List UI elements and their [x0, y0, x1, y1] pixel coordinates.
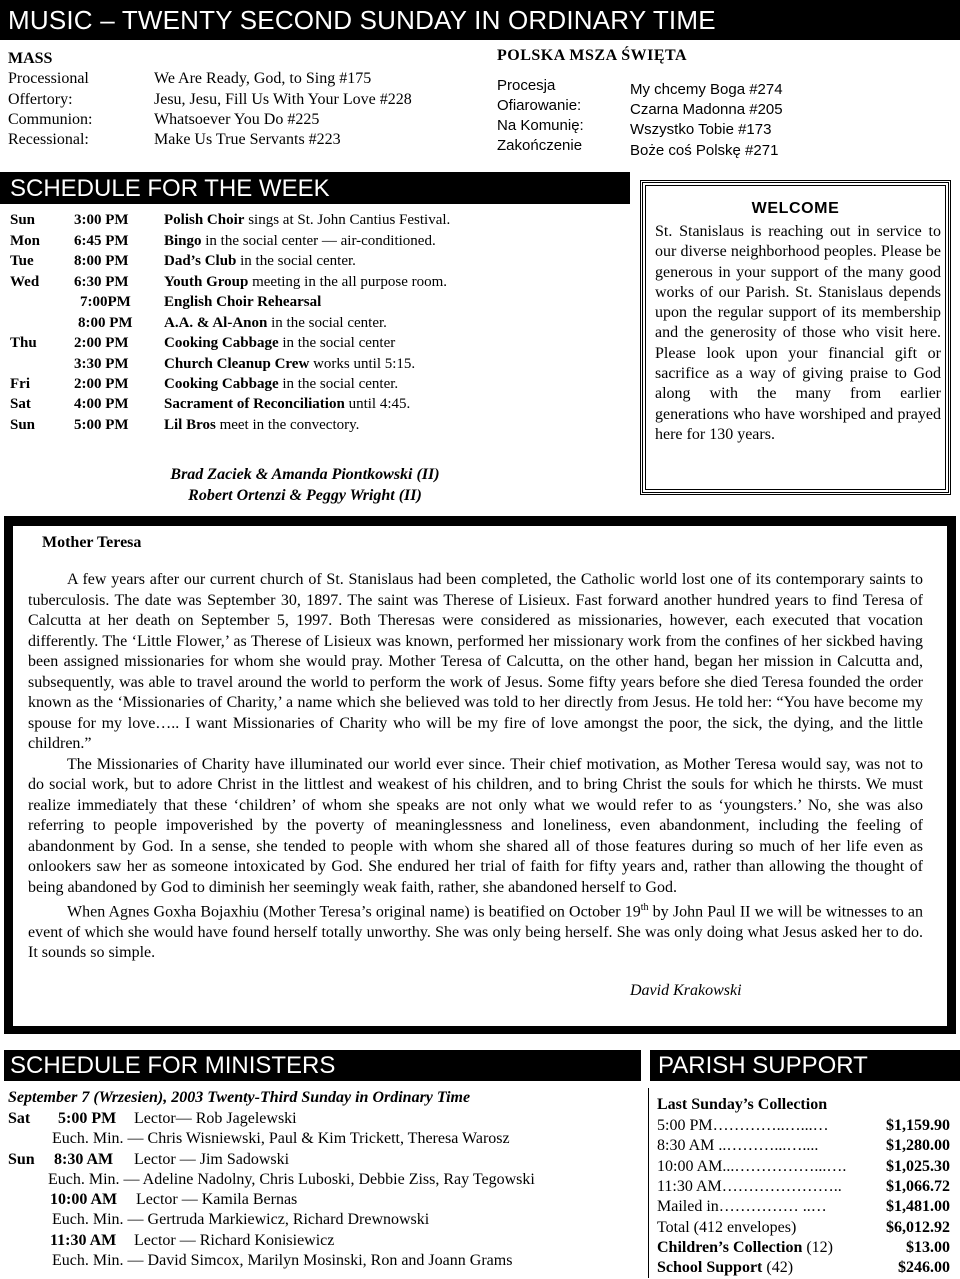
- schedule-day: Fri: [10, 376, 30, 392]
- mass-row: [8, 131, 341, 149]
- minister-assignment: Euch. Min. — David Simcox, Marilyn Mosinski, Ron and Joann Grams: [52, 1252, 513, 1269]
- schedule-time: 5:00 PM: [74, 417, 129, 433]
- collection-row: [657, 1178, 950, 1198]
- schedule-event-name: Cooking Cabbage: [164, 376, 279, 392]
- article-text: by John Paul II we will be witnesses to an event of which she would have found herself totally unworthy. She was only being herself. She was only doing what Jesus asked her to do. It sounds so simple.: [28, 903, 924, 962]
- article-paragraph: The Missionaries of Charity have illuminated our world ever since. Their chief motivation, as Mother Teresa would say, was not to do social work, but to adore Christ in the littlest and weakest of his children, and to bring Christ the souls for which he thirsts. We must realize immediately that these ‘children’ of whom she speaks are not only what we would refer to as ‘youngsters.’ No, she was also referring to people impoverished by the poverty of meaninglessness and loneliness, even abandonment, including the feeling of abandonment by God. In a sense, she tended to people with whom she shared all of those features during so much of her life even as onlookers saw her as someone intoxicated by God. She endured her trial of faith for fifty years and, rather than allowing the thought of being abandoned by God to diminish her seemingly weak faith, rather, she abandoned herself to God.: [28, 755, 923, 896]
- ordinal-suffix: th: [640, 902, 649, 913]
- mass-row-label: Processional: [8, 70, 89, 87]
- collection-row: [657, 1219, 950, 1239]
- mass-row: [8, 111, 319, 129]
- collection-amount: $1,025.30: [886, 1158, 950, 1175]
- schedule-event-detail: meeting in the all purpose room.: [248, 274, 448, 290]
- schedule-time: 6:45 PM: [74, 233, 129, 249]
- minister-time: 5:00 PM: [58, 1110, 117, 1127]
- collection-heading: Last Sunday’s Collection: [657, 1096, 828, 1113]
- article-paragraph: [28, 898, 923, 964]
- minister-time: 8:30 AM: [54, 1151, 114, 1168]
- schedule-time: 6:30 PM: [74, 274, 129, 290]
- mass-row-label: Recessional:: [8, 131, 89, 148]
- mass-row-value: We Are Ready, God, to Sing #175: [154, 70, 372, 87]
- schedule-time: 7:00PM: [80, 294, 131, 310]
- schedule-event-detail: sings at St. John Cantius Festival.: [244, 212, 451, 228]
- collection-label: Total (412 envelopes): [657, 1219, 797, 1236]
- welcome-text: St. Stanislaus is reaching out in service to our diverse neighborhood peoples. Please be generous in your support of the many good works of our Parish. St. Stanislaus depends upon the regular support of its membership and the generosity of those who visit here. Please look upon your financial gift or sacrifice as a way of giving praise to God along with the many from earlier generations who have worshiped and prayed here for 130 years.: [655, 223, 941, 443]
- mass-row-value: Jesu, Jesu, Fill Us With Your Love #228: [154, 91, 412, 108]
- schedule-time: 4:00 PM: [74, 396, 129, 412]
- schedule-time: 8:00 PM: [74, 253, 129, 269]
- ministers-banner-title: SCHEDULE FOR MINISTERS: [10, 1052, 336, 1079]
- polish-value: My chcemy Boga #274: [630, 81, 783, 98]
- schedule-event-detail: until 4:45.: [344, 396, 411, 412]
- collection-amount: $6,012.92: [886, 1219, 950, 1236]
- schedule-event-name: Bingo: [164, 233, 202, 249]
- collection-amount: $1,159.90: [886, 1117, 950, 1134]
- collection-label: 11:30 AM…………………..: [657, 1178, 842, 1195]
- schedule-event-name: Youth Group: [164, 274, 249, 290]
- collection-label: Children’s Collection: [657, 1239, 803, 1256]
- ministers-banner: [4, 1050, 641, 1081]
- minister-assignment: Euch. Min. — Adeline Nadolny, Chris Luboski, Debbie Ziss, Ray Tegowski: [48, 1171, 535, 1188]
- article-body: [28, 570, 923, 964]
- mass-title: MASS: [8, 50, 53, 67]
- schedule-event-name: Polish Choir: [164, 212, 245, 228]
- week-schedule-banner: [0, 172, 630, 204]
- mass-row-label: Communion:: [8, 111, 93, 128]
- polish-label: Procesja: [497, 77, 556, 94]
- collection-amount: $13.00: [906, 1239, 950, 1256]
- schedule-day: Wed: [10, 274, 40, 290]
- collection-row: [657, 1239, 950, 1259]
- music-banner-title: MUSIC – TWENTY SECOND SUNDAY IN ORDINARY TIME: [8, 5, 716, 35]
- schedule-day: Tue: [10, 253, 34, 269]
- parish-support-title: PARISH SUPPORT: [658, 1052, 868, 1079]
- schedule-time: 2:00 PM: [74, 335, 129, 351]
- collection-label: 5:00 PM…………..…...…: [657, 1117, 829, 1134]
- schedule-event-name: Sacrament of Reconciliation: [164, 396, 345, 412]
- anniversary-couple: Brad Zaciek & Amanda Piontkowski (II): [170, 466, 440, 483]
- schedule-event-detail: in the social center: [278, 335, 396, 351]
- collection-row: [657, 1198, 950, 1218]
- schedule-event-detail: works until 5:15.: [309, 356, 416, 372]
- schedule-day: Sun: [10, 417, 36, 433]
- collection-row: [657, 1158, 950, 1178]
- welcome-title: WELCOME: [751, 200, 840, 217]
- collection-amount: $1,066.72: [886, 1178, 950, 1195]
- collection-label: 8:30 AM ..………...…....: [657, 1137, 819, 1154]
- collection-amount: $246.00: [898, 1259, 950, 1276]
- minister-day: Sun: [8, 1151, 35, 1168]
- polish-mass-title: POLSKA MSZA ŚWIĘTA: [497, 47, 688, 64]
- collection-row: [657, 1259, 950, 1279]
- week-schedule-title: SCHEDULE FOR THE WEEK: [10, 175, 330, 202]
- article-text: When Agnes Goxha Bojaxhiu (Mother Teresa’s original name) is beatified on October 19: [67, 903, 641, 921]
- collection-label: School Support: [657, 1259, 763, 1276]
- schedule-event-name: Cooking Cabbage: [164, 335, 279, 351]
- schedule-event-name: English Choir Rehearsal: [164, 294, 322, 310]
- polish-value: Boże coś Polskę #271: [630, 142, 779, 159]
- schedule-event-name: Lil Bros: [164, 417, 216, 433]
- polish-label: Zakończenie: [497, 137, 583, 154]
- minister-day: Sat: [8, 1110, 31, 1127]
- schedule-event-detail: in the social center — air-conditioned.: [201, 233, 436, 249]
- schedule-event-detail: meet in the convectory.: [215, 417, 360, 433]
- schedule-event-detail: in the social center.: [236, 253, 356, 269]
- minister-time: 11:30 AM: [50, 1232, 117, 1249]
- polish-label: Na Komunię:: [497, 117, 584, 134]
- schedule-time: 2:00 PM: [74, 376, 129, 392]
- ministers-date: September 7 (Wrzesien), 2003 Twenty-Third Sunday in Ordinary Time: [8, 1089, 471, 1106]
- schedule-event-name: A.A. & Al-Anon: [164, 315, 268, 331]
- schedule-time: 3:00 PM: [74, 212, 129, 228]
- polish-label: Ofiarowanie:: [497, 97, 582, 114]
- anniversary-couple: Robert Ortenzi & Peggy Wright (II): [188, 487, 422, 504]
- schedule-time: 8:00 PM: [78, 315, 133, 331]
- minister-time: 10:00 AM: [50, 1191, 118, 1208]
- schedule-event-detail: in the social center.: [267, 315, 387, 331]
- minister-assignment: Euch. Min. — Gertruda Markiewicz, Richard Drewnowski: [52, 1211, 430, 1228]
- mass-row: [8, 70, 371, 88]
- schedule-day: Mon: [10, 233, 40, 249]
- collection-label: Mailed in…………… ..…: [657, 1198, 827, 1215]
- collection-amount: $1,481.00: [886, 1198, 950, 1215]
- mass-row-label: Offertory:: [8, 91, 73, 108]
- minister-assignment: Euch. Min. — Chris Wisniewski, Paul & Kim Trickett, Theresa Warosz: [52, 1130, 510, 1147]
- collection-row: [657, 1137, 950, 1157]
- minister-assignment: Lector — Richard Konisiewicz: [134, 1232, 335, 1249]
- schedule-event-name: Church Cleanup Crew: [164, 356, 310, 372]
- polish-value: Wszystko Tobie #173: [630, 121, 772, 138]
- article-paragraph: A few years after our current church of St. Stanislaus had been completed, the Catholic world lost one of its contemporary saints to tuberculosis. The date was September 30, 1897. The saint was Therese of Lisieux. Fast forward another hundred years to find Teresa of Calcutta at her death on September 5, 1997. Both Theresas were considered as missionaries, however, each executed that vocation differently. The ‘Little Flower,’ as Therese of Lisieux was known, performed her missionary work from the confines of her sickbed having been assigned missionaries for whom she would pray. Mother Teresa of Calcutta, on the other hand, began her mission in Calcutta and, subsequently, was able to travel around the world to perform the work of Jesus. Some fifty years before she died Teresa founded the order known as the ‘Missionaries of Charity,’ a name which she believed was told to her directly from Jesus. He told her: “You have become my spouse for my love….. I want Missionaries of Charity who will be my fire of love amongst the poor, the sick, the dying, and the little children.”: [28, 571, 923, 752]
- polish-value: Czarna Madonna #205: [630, 101, 783, 118]
- schedule-day: Sun: [10, 212, 36, 228]
- article-title: Mother Teresa: [42, 534, 142, 551]
- minister-assignment: Lector — Jim Sadowski: [134, 1151, 290, 1168]
- schedule-day: Sat: [10, 396, 31, 412]
- minister-assignment: Lector— Rob Jagelewski: [134, 1110, 297, 1127]
- schedule-day: Thu: [10, 335, 37, 351]
- collection-row: [657, 1117, 950, 1137]
- collection-amount: $1,280.00: [886, 1137, 950, 1154]
- schedule-event-detail: in the social center.: [278, 376, 399, 392]
- mass-row-value: Whatsoever You Do #225: [154, 111, 320, 128]
- collection-count: (42): [762, 1259, 794, 1276]
- collection-count: (12): [802, 1239, 833, 1256]
- mass-row: [8, 91, 412, 109]
- schedule-event-name: Dad’s Club: [164, 253, 237, 269]
- mass-row-value: Make Us True Servants #223: [154, 131, 341, 148]
- music-banner: [0, 0, 960, 40]
- collection-label: 10:00 AM...……………...….: [657, 1158, 847, 1175]
- parish-support-banner: [650, 1050, 960, 1081]
- minister-assignment: Lector — Kamila Bernas: [136, 1191, 298, 1208]
- schedule-time: 3:30 PM: [74, 356, 129, 372]
- article-signature: David Krakowski: [630, 982, 742, 999]
